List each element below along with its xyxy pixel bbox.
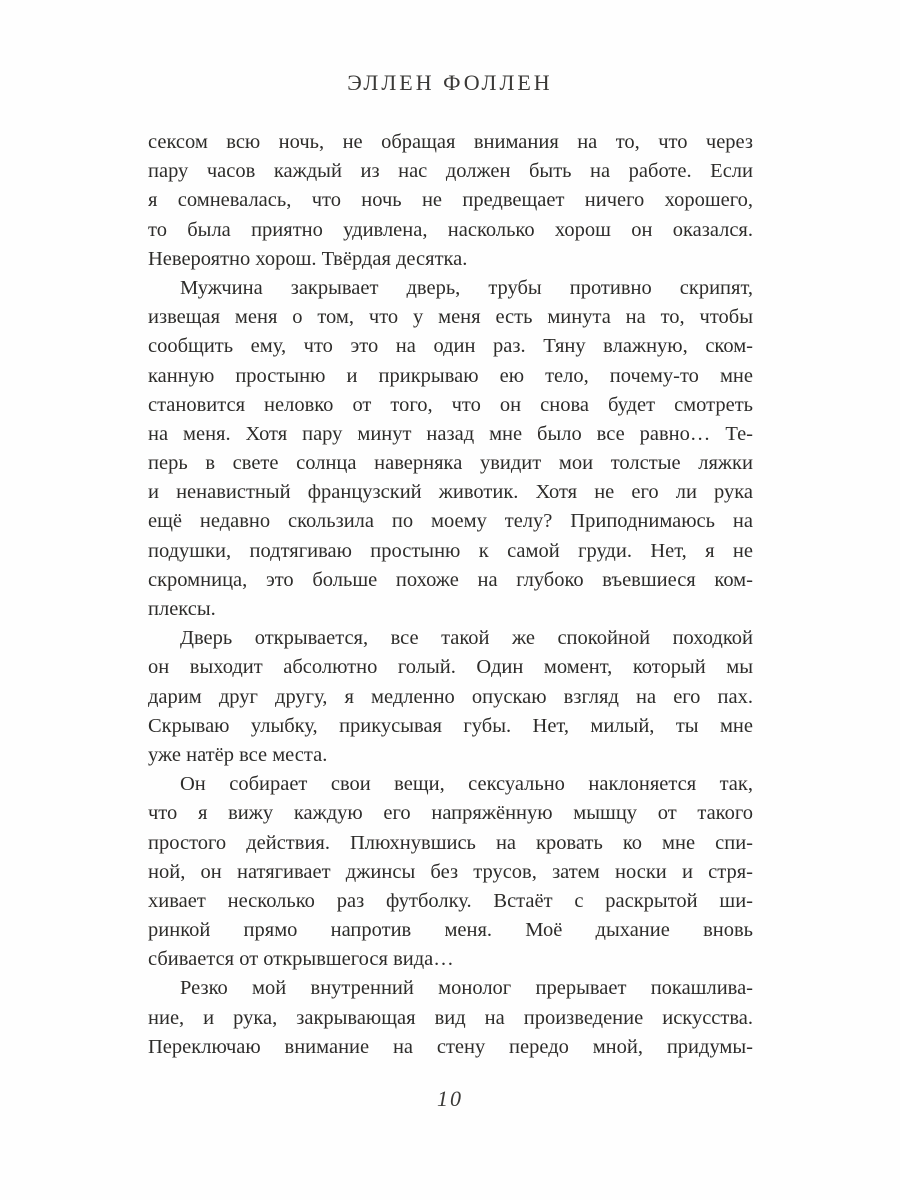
text-line: дарим друг другу, я медленно опускаю взгляд на его пах. — [148, 685, 753, 708]
text-line: плексы. — [148, 598, 216, 620]
text-line: я сомневалась, что ночь не предвещает ничего хорошего, — [148, 189, 753, 212]
text-line: сбивается от открывшегося вида… — [148, 948, 454, 971]
text-line: уже натёр все места. — [148, 743, 328, 766]
text-line: ние, и рука, закрывающая вид на произведение искусства. — [148, 1006, 753, 1029]
text-line: Резко мой внутренний монолог прерывает покашлива- — [180, 977, 753, 1000]
page-number: 10 — [437, 1086, 463, 1111]
text-line: хивает несколько раз футболку. Встаёт с раскрытой ши- — [148, 889, 753, 912]
text-line: извещая меня о том, что у меня есть минута на то, чтобы — [148, 306, 753, 329]
text-line: и ненавистный французский животик. Хотя не его ли рука — [148, 481, 753, 504]
text-line: Скрываю улыбку, прикусывая губы. Нет, милый, ты мне — [148, 714, 753, 737]
text-line: на меня. Хотя пару минут назад мне было все равно… Те- — [148, 422, 753, 445]
text-line: канную простыню и прикрываю ею тело, почему-то мне — [148, 364, 753, 387]
text-line: Мужчина закрывает дверь, трубы противно скрипят, — [180, 276, 753, 299]
text-line: перь в свете солнца наверняка увидит мои толстые ляжки — [148, 452, 753, 475]
text-line: скромница, это больше похоже на глубоко въевшиеся ком- — [148, 568, 753, 591]
text-line: Дверь открывается, все такой же спокойной походкой — [180, 627, 753, 650]
text-line: то была приятно удивлена, насколько хорош он оказался. — [148, 218, 753, 241]
body-text — [148, 128, 753, 1062]
text-line: Переключаю внимание на стену передо мной, придумы- — [148, 1035, 753, 1058]
text-line: пару часов каждый из нас должен быть на работе. Если — [148, 160, 753, 183]
text-line: подушки, подтягиваю простыню к самой груди. Нет, я не — [148, 539, 753, 562]
text-line: что я вижу каждую его напряжённую мышцу от такого — [148, 802, 753, 825]
text-line: ещё недавно скользила по моему телу? Приподнимаюсь на — [148, 510, 753, 533]
running-head-author: ЭЛЛЕН ФОЛЛЕН — [347, 70, 553, 95]
text-line: Он собирает свои вещи, сексуально наклоняется так, — [180, 773, 753, 796]
text-line: сообщить ему, что это на один раз. Тяну влажную, ском- — [148, 335, 753, 358]
text-line: становится неловко от того, что он снова будет смотреть — [148, 393, 753, 416]
text-line: ринкой прямо напротив меня. Моё дыхание вновь — [148, 919, 753, 942]
text-line: сексом всю ночь, не обращая внимания на то, что через — [148, 131, 753, 153]
text-line: Невероятно хорош. Твёрдая десятка. — [148, 247, 468, 270]
text-line: ной, он натягивает джинсы без трусов, затем носки и стря- — [148, 860, 753, 883]
text-line: он выходит абсолютно голый. Один момент, который мы — [148, 656, 753, 679]
text-line: простого действия. Плюхнувшись на кровать ко мне спи- — [148, 831, 753, 854]
